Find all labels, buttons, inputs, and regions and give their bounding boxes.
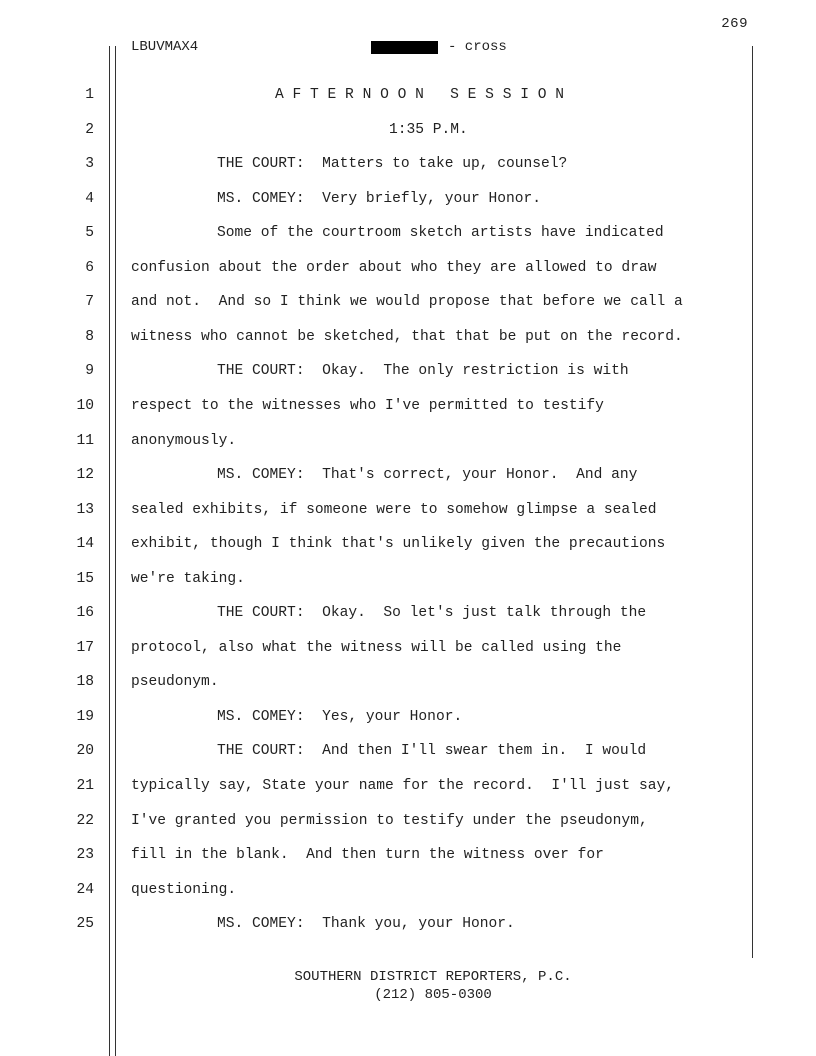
transcript-line: [0, 776, 816, 796]
witness-header: [371, 39, 507, 55]
transcript-line: [0, 534, 816, 554]
line-text: 1:35 P.M.: [389, 121, 468, 138]
line-number: 14: [76, 536, 94, 553]
transcript-line: [0, 431, 816, 451]
line-text: witness who cannot be sketched, that that be put on the record.: [131, 328, 683, 345]
line-text: THE COURT: And then I'll swear them in. I would: [217, 743, 647, 760]
line-number: 13: [76, 501, 94, 518]
line-text: MS. COMEY: Yes, your Honor.: [217, 708, 463, 725]
line-text: THE COURT: Matters to take up, counsel?: [217, 156, 568, 173]
line-number: 24: [76, 881, 94, 898]
line-number: 5: [85, 225, 94, 242]
line-number: 9: [85, 363, 94, 380]
line-text: anonymously.: [131, 432, 237, 449]
line-number: 23: [76, 847, 94, 864]
line-number: 6: [85, 259, 94, 276]
line-number: 7: [85, 294, 94, 311]
transcript-line: [0, 500, 816, 520]
transcript-line: [0, 845, 816, 865]
line-number: 3: [85, 156, 94, 173]
line-text: A F T E R N O O N S E S S I O N: [275, 87, 565, 103]
line-text: respect to the witnesses who I've permitted to testify: [131, 397, 604, 414]
transcript-line: [0, 223, 816, 243]
line-number: 2: [85, 121, 94, 138]
line-text: confusion about the order about who they are allowed to draw: [131, 259, 657, 276]
transcript-line: [0, 707, 816, 727]
transcript-line: [0, 638, 816, 658]
transcript-line: [0, 914, 816, 934]
transcript-line: [0, 811, 816, 831]
footer: [0, 968, 816, 1004]
line-number: 16: [76, 605, 94, 622]
page-number: 269: [721, 16, 748, 32]
transcript-line: [0, 189, 816, 209]
reporter-phone: (212) 805-0300: [374, 987, 492, 1003]
reporter-name: SOUTHERN DISTRICT REPORTERS, P.C.: [294, 969, 572, 985]
line-number: 8: [85, 328, 94, 345]
line-number: 18: [76, 674, 94, 691]
transcript-line: [0, 258, 816, 278]
line-text: typically say, State your name for the record. I'll just say,: [131, 778, 674, 794]
transcript-line: [0, 741, 816, 761]
line-text: MS. COMEY: Very briefly, your Honor.: [217, 190, 542, 207]
line-number: 10: [76, 397, 94, 414]
line-text: exhibit, though I think that's unlikely given the precautions: [131, 536, 666, 553]
transcript-line: [0, 85, 816, 105]
line-text: MS. COMEY: That's correct, your Honor. And any: [217, 467, 638, 484]
line-number: 1: [85, 87, 94, 103]
transcript-line: [0, 396, 816, 416]
transcript-line: [0, 880, 816, 900]
line-number: 4: [85, 190, 94, 207]
transcript-line: [0, 292, 816, 312]
line-number: 25: [76, 916, 94, 933]
line-text: Some of the courtroom sketch artists have indicated: [217, 225, 664, 242]
line-number: 12: [76, 467, 94, 484]
line-text: THE COURT: Okay. So let's just talk through the: [217, 605, 647, 622]
line-text: questioning.: [131, 881, 237, 898]
transcript-line: [0, 120, 816, 140]
line-text: MS. COMEY: Thank you, your Honor.: [217, 916, 515, 933]
line-text: I've granted you permission to testify under the pseudonym,: [131, 812, 648, 829]
line-text: fill in the blank. And then turn the witness over for: [131, 847, 604, 864]
transcript-line: [0, 569, 816, 589]
line-number: 20: [76, 743, 94, 760]
line-text: and not. And so I think we would propose that before we call a: [131, 294, 683, 311]
examination-type: - cross: [448, 39, 507, 55]
line-text: pseudonym.: [131, 674, 219, 691]
transcript-line: [0, 465, 816, 485]
transcript-line: [0, 154, 816, 174]
line-text: sealed exhibits, if someone were to somehow glimpse a sealed: [131, 501, 657, 518]
line-number: 17: [76, 639, 94, 656]
line-number: 15: [76, 570, 94, 587]
line-number: 21: [76, 778, 94, 794]
line-text: THE COURT: Okay. The only restriction is with: [217, 363, 629, 380]
redaction-bar: [371, 41, 438, 54]
transcript-line: [0, 603, 816, 623]
line-text: protocol, also what the witness will be called using the: [131, 639, 622, 656]
line-number: 19: [76, 708, 94, 725]
transcript-line: [0, 327, 816, 347]
line-text: we're taking.: [131, 570, 245, 587]
transcript-line: [0, 672, 816, 692]
line-number: 11: [76, 432, 94, 449]
case-header: LBUVMAX4: [131, 39, 199, 55]
line-number: 22: [76, 812, 94, 829]
transcript-line: [0, 361, 816, 381]
